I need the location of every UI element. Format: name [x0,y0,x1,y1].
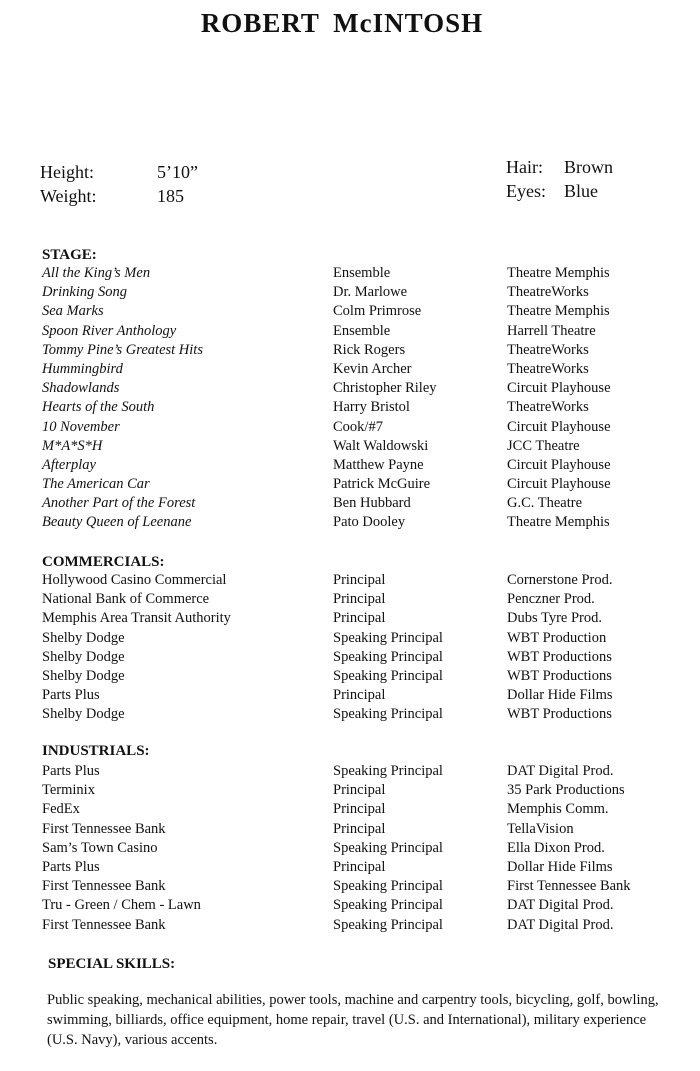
credit-title: Drinking Song [42,284,127,301]
credit-company: TheatreWorks [507,284,589,301]
hair-row [506,157,613,181]
stage-rows [0,265,700,534]
credit-row [0,878,700,897]
credit-role: Speaking Principal [333,916,443,933]
credit-row [0,380,700,399]
credit-company: Theatre Memphis [507,265,610,281]
credit-title: Terminix [42,782,95,799]
credit-row [0,284,700,303]
height-row [40,162,198,186]
credit-role: Principal [333,687,386,704]
credit-title: Parts Plus [42,763,100,779]
credit-row [0,591,700,610]
eyes-value: Blue [564,181,598,201]
credit-role: Dr. Marlowe [333,284,408,301]
credit-row [0,610,700,629]
credit-row [0,668,700,687]
credit-title: Shelby Dodge [42,648,125,665]
credit-title: First Tennessee Bank [42,878,166,895]
credit-row [0,457,700,476]
credit-row [0,840,700,859]
credit-role: Speaking Principal [333,648,443,665]
credit-row [0,514,700,533]
credit-company: Circuit Playhouse [507,418,611,435]
credit-row [0,419,700,438]
credit-row [0,917,700,936]
credit-title: National Bank of Commerce [42,591,210,608]
credit-title: Beauty Queen of Leenane [42,514,192,531]
stats-right [506,157,613,205]
credit-row [0,438,700,457]
credit-title: Shelby Dodge [42,629,125,646]
industrials-heading: INDUSTRIALS: [42,743,150,759]
credit-title: Shadowlands [42,380,120,397]
credit-title: Memphis Area Transit Authority [42,610,231,627]
stage-heading: STAGE: [42,247,97,263]
credit-company: TheatreWorks [507,341,589,358]
credit-row [0,801,700,820]
eyes-label: Eyes: [506,181,546,201]
credit-role: Ensemble [333,265,391,281]
credit-row [0,897,700,916]
credit-title: Shelby Dodge [42,706,125,723]
credit-company: 35 Park Productions [507,782,625,799]
credit-company: Harrell Theatre [507,322,596,339]
credit-row [0,572,700,591]
credit-title: All the King’s Men [42,265,151,281]
credit-role: Matthew Payne [333,456,424,473]
credit-row [0,763,700,782]
credit-row [0,303,700,322]
credit-title: Shelby Dodge [42,667,125,684]
credit-company: WBT Productions [507,706,612,723]
credit-row [0,821,700,840]
credit-role: Principal [333,782,386,799]
special-skills-text: Public speaking, mechanical abilities, power tools, machine and carpentry tools, bicycling, golf, bowling, swimming, billiards, office equipment, home repair, travel (U.S. and International), military experience (U.S. Navy), various accents. [47,992,659,1048]
credit-title: Afterplay [42,456,96,473]
credit-row [0,323,700,342]
credit-title: First Tennessee Bank [42,916,166,933]
credit-row [0,265,700,284]
weight-row [40,186,198,210]
credit-company: JCC Theatre [507,437,580,454]
credit-title: Spoon River Anthology [42,322,177,339]
credit-role: Speaking Principal [333,878,443,895]
credit-role: Speaking Principal [333,667,443,684]
height-value: 5’10” [157,162,198,182]
credit-row [0,361,700,380]
credit-row [0,630,700,649]
credit-title: FedEx [42,801,80,818]
credit-role: Principal [333,801,386,818]
credit-title: Parts Plus [42,858,100,875]
weight-label: Weight: [40,186,97,206]
credit-role: Kevin Archer [333,360,412,377]
credit-role: Harry Bristol [333,399,410,416]
credit-company: TellaVision [507,820,574,837]
hair-value: Brown [564,157,613,177]
commercials-rows [0,572,700,726]
credit-company: WBT Productions [507,648,612,665]
height-label: Height: [40,162,94,182]
credit-row [0,495,700,514]
hair-label: Hair: [506,157,543,177]
credit-company: G.C. Theatre [507,495,583,512]
weight-value: 185 [157,186,184,206]
credit-row [0,649,700,668]
credit-title: Hearts of the South [42,399,155,416]
credit-role: Principal [333,820,386,837]
credit-company: DAT Digital Prod. [507,916,614,933]
credit-company: Dubs Tyre Prod. [507,610,602,627]
credit-company: WBT Production [507,629,607,646]
credit-company: Circuit Playhouse [507,456,611,473]
credit-role: Speaking Principal [333,897,443,914]
credit-company: Dollar Hide Films [507,687,613,704]
credit-title: Another Part of the Forest [42,495,196,512]
credit-role: Cook/#7 [333,418,383,435]
credit-company: Memphis Comm. [507,801,609,818]
credit-title: 10 November [42,418,120,435]
special-skills-heading: SPECIAL SKILLS: [48,956,176,972]
credit-title: Hummingbird [42,360,123,377]
credit-row [0,859,700,878]
credit-company: Penczner Prod. [507,591,595,608]
credit-title: Tru - Green / Chem - Lawn [42,897,201,914]
credit-role: Ben Hubbard [333,495,411,512]
credit-title: M*A*S*H [42,437,103,454]
credit-role: Rick Rogers [333,341,406,358]
credit-title: Sam’s Town Casino [42,839,158,856]
credit-company: Cornerstone Prod. [507,572,613,588]
commercials-heading: COMMERCIALS: [42,554,165,570]
credit-role: Christopher Riley [333,380,437,397]
credit-role: Speaking Principal [333,763,443,779]
credit-company: Dollar Hide Films [507,858,613,875]
credit-role: Speaking Principal [333,706,443,723]
credit-role: Walt Waldowski [333,437,429,454]
credit-role: Principal [333,591,386,608]
credit-role: Speaking Principal [333,629,443,646]
credit-title: The American Car [42,476,150,493]
credit-title: Tommy Pine’s Greatest Hits [42,341,203,358]
credit-company: DAT Digital Prod. [507,763,614,779]
credit-company: Theatre Memphis [507,303,610,320]
credit-row [0,706,700,725]
credit-title: Hollywood Casino Commercial [42,572,227,588]
credit-row [0,399,700,418]
credit-title: Parts Plus [42,687,100,704]
credit-row [0,782,700,801]
credit-role: Principal [333,858,386,875]
credit-row [0,476,700,495]
credit-role: Ensemble [333,322,391,339]
credit-company: DAT Digital Prod. [507,897,614,914]
credit-row [0,342,700,361]
industrials-rows [0,763,700,936]
credit-company: First Tennessee Bank [507,878,631,895]
credit-row [0,687,700,706]
credit-role: Speaking Principal [333,839,443,856]
credit-title: Sea Marks [42,303,104,320]
credit-role: Patrick McGuire [333,476,431,493]
credit-role: Colm Primrose [333,303,422,320]
credit-company: WBT Productions [507,667,612,684]
eyes-row [506,181,613,205]
credit-company: Ella Dixon Prod. [507,839,605,856]
credit-company: TheatreWorks [507,399,589,416]
credit-role: Principal [333,610,386,627]
stats-left [40,162,198,210]
credit-title: First Tennessee Bank [42,820,166,837]
credit-role: Pato Dooley [333,514,406,531]
actor-name: ROBERT McINTOSH [200,8,484,38]
credit-role: Principal [333,572,386,588]
credit-company: Circuit Playhouse [507,476,611,493]
credit-company: Theatre Memphis [507,514,610,531]
credit-company: TheatreWorks [507,360,589,377]
credit-company: Circuit Playhouse [507,380,611,397]
